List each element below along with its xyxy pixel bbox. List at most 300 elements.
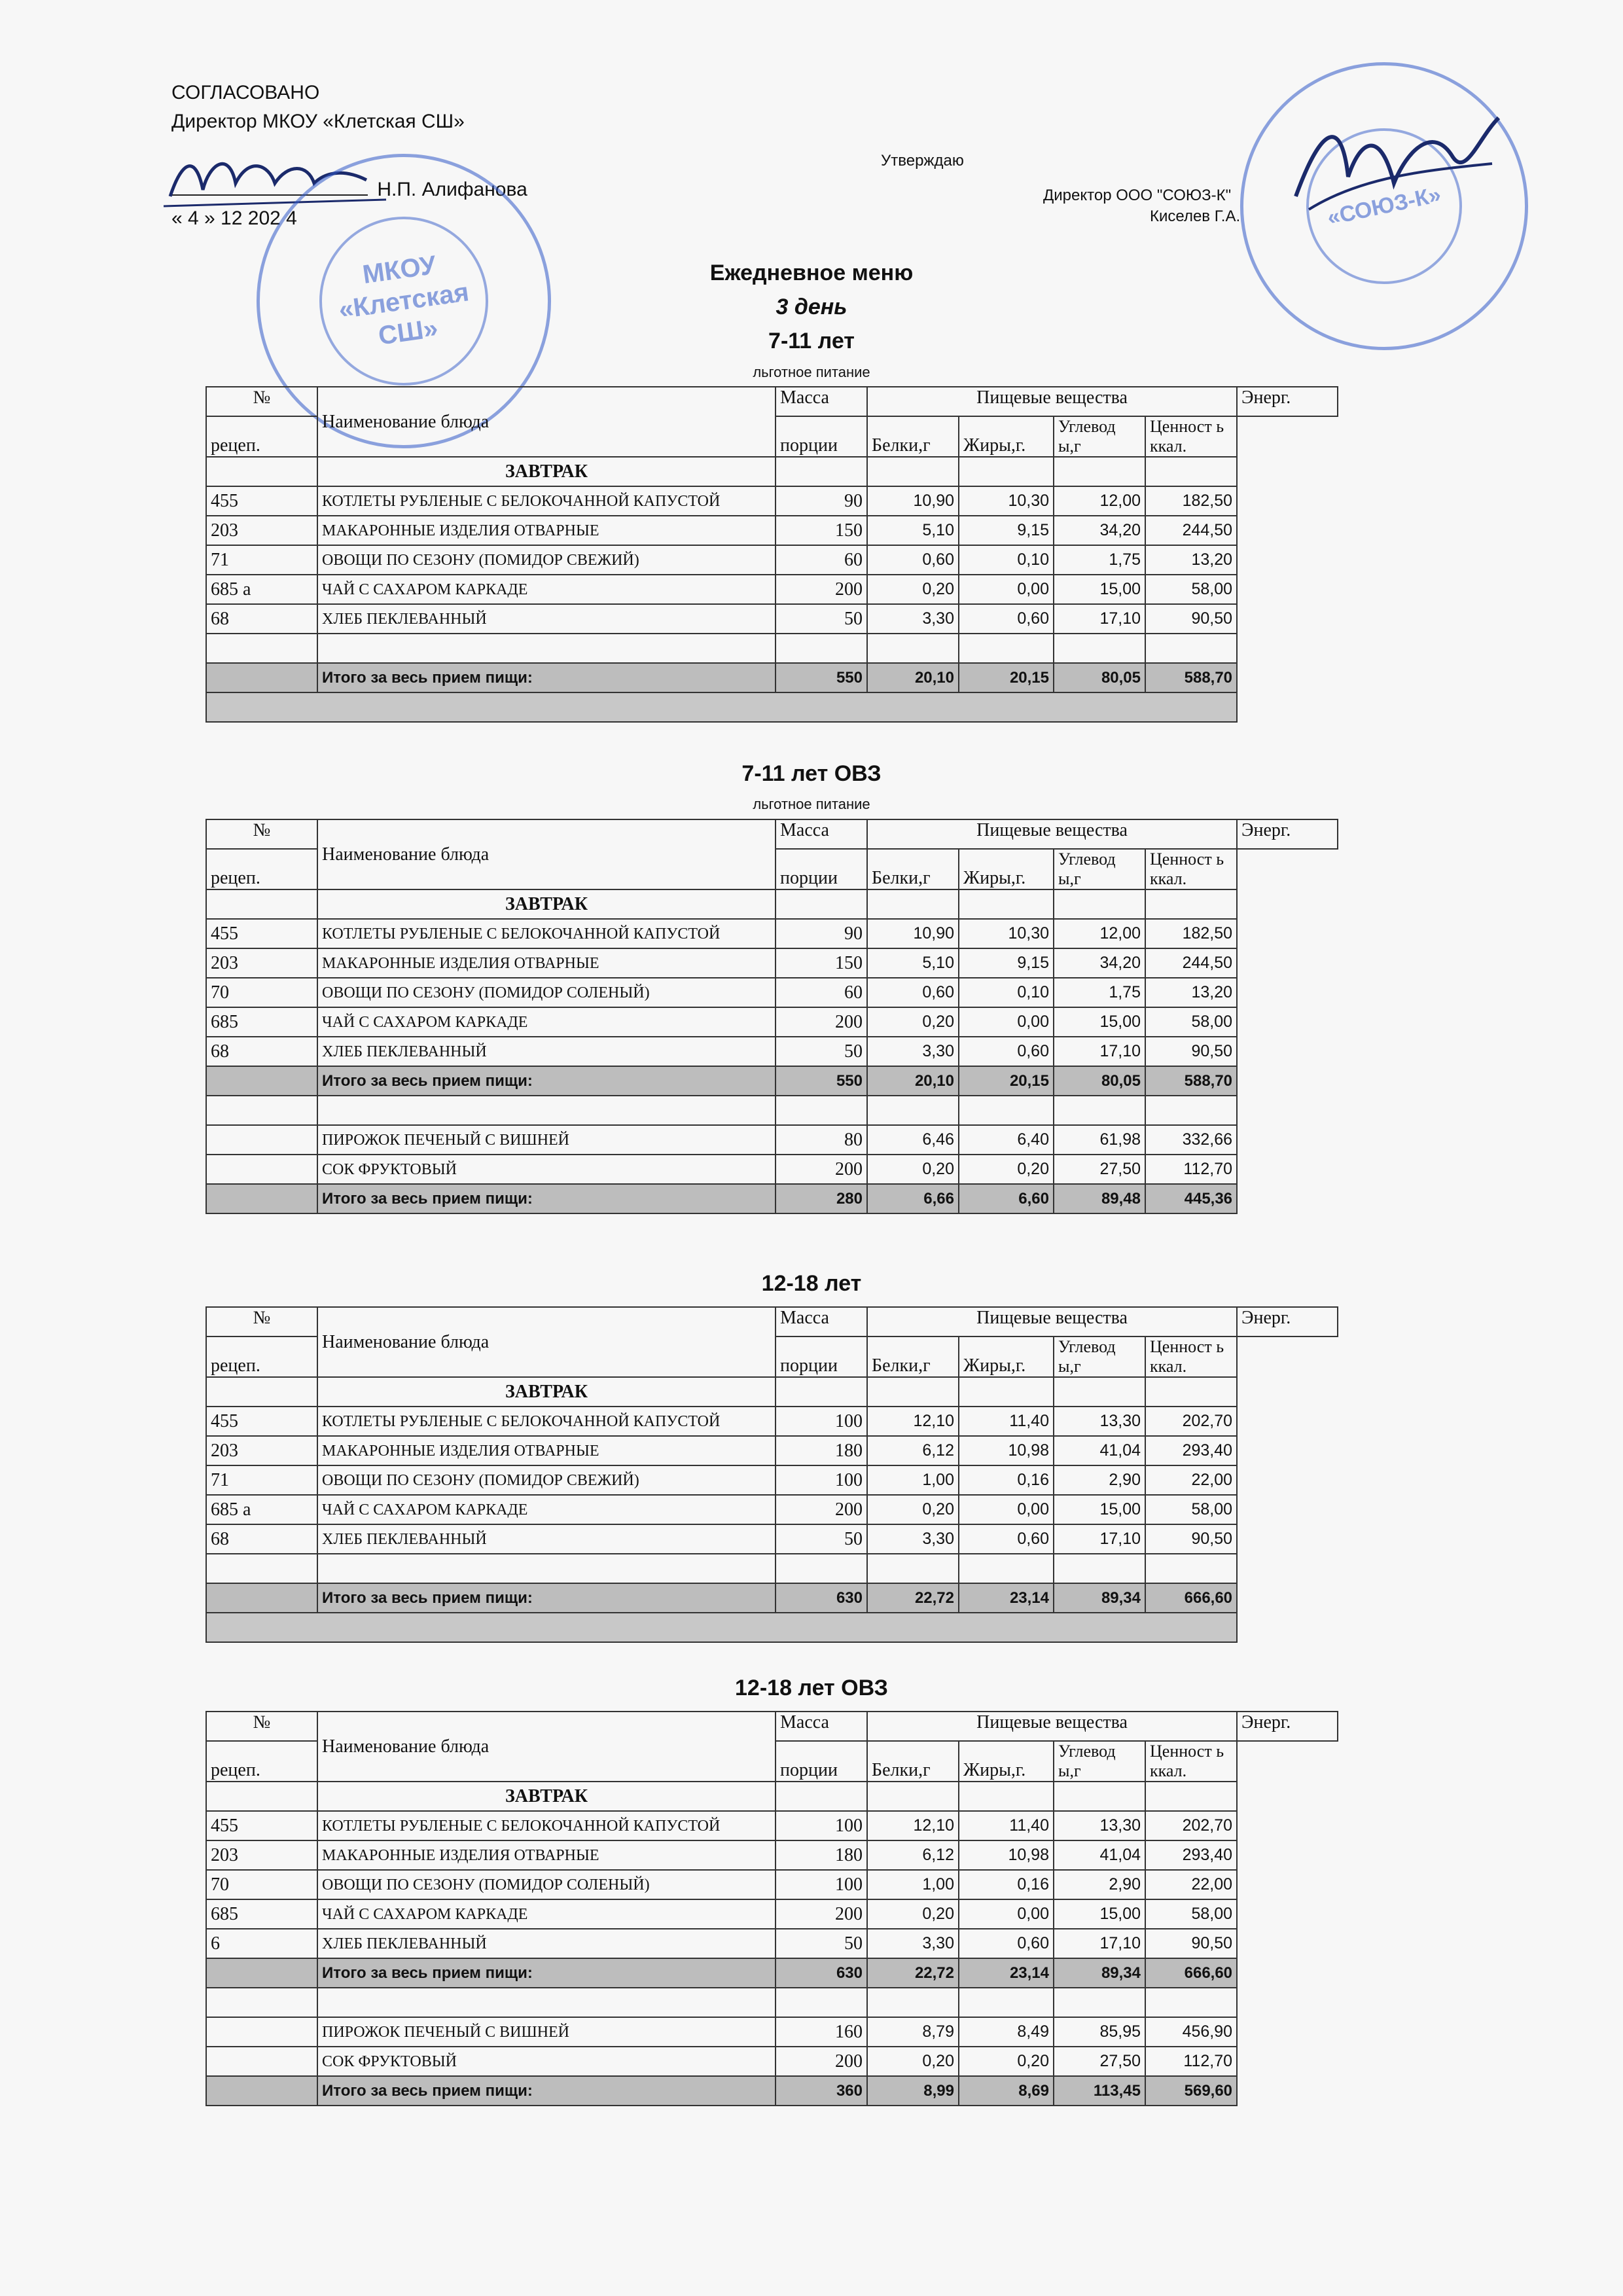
- blank-row: [206, 1096, 1338, 1125]
- blank-cell: [206, 1096, 317, 1125]
- total-row: [206, 1958, 1338, 1988]
- energy-value: 58,00: [1145, 1899, 1237, 1929]
- table-row: [206, 1811, 1338, 1840]
- table-row: [206, 1899, 1338, 1929]
- meal-row: [206, 1782, 1338, 1811]
- menu-table: [205, 1306, 1338, 1643]
- fat-value: 10,98: [959, 1840, 1054, 1870]
- energy-value: 112,70: [1145, 1155, 1237, 1184]
- carbs-value: 61,98: [1054, 1125, 1145, 1155]
- header-energy: Энерг.: [1237, 819, 1338, 849]
- recipe-number: 68: [206, 1524, 317, 1554]
- blank-cell: [867, 889, 959, 919]
- portion-mass: 60: [776, 978, 867, 1007]
- blank-cell: [867, 1554, 959, 1583]
- dish-name: КОТЛЕТЫ РУБЛЕНЫЕ С БЕЛОКОЧАННОЙ КАПУСТОЙ: [317, 486, 776, 516]
- table-row: [206, 1407, 1338, 1436]
- recipe-number: 455: [206, 1811, 317, 1840]
- fat-value: 0,60: [959, 1929, 1054, 1958]
- energy-value: 293,40: [1145, 1436, 1237, 1465]
- total-empty: [206, 1958, 317, 1988]
- total-fat: 23,14: [959, 1583, 1054, 1613]
- energy-value: 293,40: [1145, 1840, 1237, 1870]
- table-row: [206, 948, 1338, 978]
- header-fat: Жиры,г.: [959, 1741, 1054, 1782]
- fat-value: 0,60: [959, 604, 1054, 634]
- total-empty: [206, 2076, 317, 2106]
- energy-value: 182,50: [1145, 486, 1237, 516]
- header-protein: Белки,г: [867, 849, 959, 889]
- blank-cell: [959, 1782, 1054, 1811]
- total-energy: 569,60: [1145, 2076, 1237, 2106]
- meal-label: ЗАВТРАК: [317, 457, 776, 486]
- carbs-value: 2,90: [1054, 1465, 1145, 1495]
- energy-value: 90,50: [1145, 1929, 1237, 1958]
- dish-name: ОВОЩИ ПО СЕЗОНУ (ПОМИДОР СОЛЕНЫЙ): [317, 1870, 776, 1899]
- blank-cell: [1054, 1377, 1145, 1407]
- fat-value: 0,60: [959, 1037, 1054, 1066]
- total-protein: 22,72: [867, 1958, 959, 1988]
- protein-value: 6,46: [867, 1125, 959, 1155]
- section-title: 7-11 лет: [768, 329, 855, 353]
- stamp-right-text: «СОЮЗ-К»: [1325, 181, 1444, 230]
- protein-value: 1,00: [867, 1870, 959, 1899]
- blank-cell: [776, 457, 867, 486]
- table-row: [206, 2047, 1338, 2076]
- blank-cell: [1145, 1782, 1237, 1811]
- header-carbs: Углевод ы,г: [1054, 1741, 1145, 1782]
- carbs-value: 41,04: [1054, 1436, 1145, 1465]
- shade-cell: [206, 1613, 1237, 1642]
- fat-value: 10,30: [959, 486, 1054, 516]
- recipe-number: [206, 1155, 317, 1184]
- table-row: [206, 2017, 1338, 2047]
- protein-value: 6,12: [867, 1436, 959, 1465]
- header-num: №: [206, 1307, 317, 1336]
- header-num-sub: рецеп.: [206, 849, 317, 889]
- recipe-number: 203: [206, 948, 317, 978]
- blank-cell: [1054, 457, 1145, 486]
- table-row: [206, 978, 1338, 1007]
- fat-value: 10,30: [959, 919, 1054, 948]
- dish-name: КОТЛЕТЫ РУБЛЕНЫЕ С БЕЛОКОЧАННОЙ КАПУСТОЙ: [317, 1811, 776, 1840]
- energy-value: 58,00: [1145, 1007, 1237, 1037]
- shade-row: [206, 1613, 1338, 1642]
- table-header-row: [206, 819, 1338, 849]
- blank-row: [206, 1988, 1338, 2017]
- protein-value: 8,79: [867, 2017, 959, 2047]
- signature-right-icon: [1283, 98, 1505, 229]
- menu-table: [205, 819, 1338, 1214]
- protein-value: 0,20: [867, 1495, 959, 1524]
- recipe-number: 68: [206, 1037, 317, 1066]
- total-empty: [206, 1184, 317, 1213]
- blank-cell: [1145, 889, 1237, 919]
- total-mass: 360: [776, 2076, 867, 2106]
- protein-value: 3,30: [867, 1037, 959, 1066]
- fat-value: 0,16: [959, 1870, 1054, 1899]
- portion-mass: 180: [776, 1840, 867, 1870]
- protein-value: 0,20: [867, 575, 959, 604]
- total-mass: 630: [776, 1958, 867, 1988]
- portion-mass: 150: [776, 948, 867, 978]
- header-name: Наименование блюда: [317, 1307, 776, 1377]
- header-mass: Масса: [776, 1712, 867, 1741]
- carbs-value: 13,30: [1054, 1407, 1145, 1436]
- fat-value: 0,00: [959, 1899, 1054, 1929]
- table-row: [206, 545, 1338, 575]
- portion-mass: 180: [776, 1436, 867, 1465]
- table-row: [206, 919, 1338, 948]
- dish-name: МАКАРОННЫЕ ИЗДЕЛИЯ ОТВАРНЫЕ: [317, 948, 776, 978]
- blank-cell: [776, 1554, 867, 1583]
- total-fat: 23,14: [959, 1958, 1054, 1988]
- blank-cell: [206, 1554, 317, 1583]
- recipe-number: 685 а: [206, 575, 317, 604]
- dish-name: ОВОЩИ ПО СЕЗОНУ (ПОМИДОР СВЕЖИЙ): [317, 1465, 776, 1495]
- recipe-number: 70: [206, 978, 317, 1007]
- protein-value: 0,20: [867, 1899, 959, 1929]
- blank-cell: [317, 1554, 776, 1583]
- protein-value: 10,90: [867, 486, 959, 516]
- header-fat: Жиры,г.: [959, 1336, 1054, 1377]
- fat-value: 11,40: [959, 1407, 1054, 1436]
- dish-name: КОТЛЕТЫ РУБЛЕНЫЕ С БЕЛОКОЧАННОЙ КАПУСТОЙ: [317, 919, 776, 948]
- day-title: 3 день: [776, 295, 847, 319]
- header-name: Наименование блюда: [317, 1712, 776, 1782]
- blank-cell: [206, 889, 317, 919]
- portion-mass: 90: [776, 919, 867, 948]
- total-fat: 6,60: [959, 1184, 1054, 1213]
- blank-cell: [206, 457, 317, 486]
- total-row: [206, 1184, 1338, 1213]
- blank-cell: [1054, 889, 1145, 919]
- total-carbs: 80,05: [1054, 663, 1145, 692]
- dish-name: ЧАЙ С САХАРОМ КАРКАДЕ: [317, 575, 776, 604]
- table-row: [206, 1495, 1338, 1524]
- portion-mass: 160: [776, 2017, 867, 2047]
- table-header-row: [206, 387, 1338, 416]
- carbs-value: 17,10: [1054, 1037, 1145, 1066]
- blank-cell: [1054, 1096, 1145, 1125]
- total-empty: [206, 663, 317, 692]
- protein-value: 12,10: [867, 1407, 959, 1436]
- total-mass: 630: [776, 1583, 867, 1613]
- portion-mass: 200: [776, 1007, 867, 1037]
- total-carbs: 89,48: [1054, 1184, 1145, 1213]
- fat-value: 0,00: [959, 1007, 1054, 1037]
- total-protein: 20,10: [867, 1066, 959, 1096]
- meal-row: [206, 1377, 1338, 1407]
- blank-cell: [206, 634, 317, 663]
- blank-row: [206, 634, 1338, 663]
- header-energy: Энерг.: [1237, 1307, 1338, 1336]
- fat-value: 9,15: [959, 516, 1054, 545]
- header-energy: Энерг.: [1237, 1712, 1338, 1741]
- header-energy-sub: Ценност ь ккал.: [1145, 1741, 1237, 1782]
- recipe-number: 455: [206, 486, 317, 516]
- section-subtitle: льготное питание: [753, 796, 870, 812]
- blank-cell: [317, 634, 776, 663]
- dish-name: МАКАРОННЫЕ ИЗДЕЛИЯ ОТВАРНЫЕ: [317, 516, 776, 545]
- carbs-value: 1,75: [1054, 545, 1145, 575]
- total-row: [206, 1583, 1338, 1613]
- total-carbs: 113,45: [1054, 2076, 1145, 2106]
- recipe-number: [206, 2047, 317, 2076]
- carbs-value: 15,00: [1054, 1007, 1145, 1037]
- total-energy: 588,70: [1145, 1066, 1237, 1096]
- blank-cell: [776, 1988, 867, 2017]
- energy-value: 202,70: [1145, 1407, 1237, 1436]
- meal-label: ЗАВТРАК: [317, 1377, 776, 1407]
- total-protein: 22,72: [867, 1583, 959, 1613]
- dish-name: ХЛЕБ ПЕКЛЕВАННЫЙ: [317, 1037, 776, 1066]
- energy-value: 13,20: [1145, 545, 1237, 575]
- protein-value: 0,60: [867, 978, 959, 1007]
- blank-cell: [959, 1988, 1054, 2017]
- header-name: Наименование блюда: [317, 387, 776, 457]
- carbs-value: 17,10: [1054, 1929, 1145, 1958]
- header-num-sub: рецеп.: [206, 416, 317, 457]
- header-carbs: Углевод ы,г: [1054, 1336, 1145, 1377]
- energy-value: 456,90: [1145, 2017, 1237, 2047]
- protein-value: 6,12: [867, 1840, 959, 1870]
- total-energy: 588,70: [1145, 663, 1237, 692]
- fat-value: 0,10: [959, 545, 1054, 575]
- total-fat: 8,69: [959, 2076, 1054, 2106]
- table-row: [206, 604, 1338, 634]
- meal-label: ЗАВТРАК: [317, 1782, 776, 1811]
- total-carbs: 80,05: [1054, 1066, 1145, 1096]
- energy-value: 182,50: [1145, 919, 1237, 948]
- header-num: №: [206, 819, 317, 849]
- protein-value: 5,10: [867, 516, 959, 545]
- blank-cell: [959, 457, 1054, 486]
- table-row: [206, 486, 1338, 516]
- table-row: [206, 1870, 1338, 1899]
- total-mass: 550: [776, 663, 867, 692]
- table-header-row: [206, 1307, 1338, 1336]
- total-empty: [206, 1583, 317, 1613]
- blank-cell: [1145, 1988, 1237, 2017]
- blank-cell: [317, 1988, 776, 2017]
- portion-mass: 200: [776, 575, 867, 604]
- blank-cell: [776, 1782, 867, 1811]
- table-row: [206, 575, 1338, 604]
- carbs-value: 85,95: [1054, 2017, 1145, 2047]
- dish-name: КОТЛЕТЫ РУБЛЕНЫЕ С БЕЛОКОЧАННОЙ КАПУСТОЙ: [317, 1407, 776, 1436]
- portion-mass: 200: [776, 1155, 867, 1184]
- total-mass: 550: [776, 1066, 867, 1096]
- total-energy: 666,60: [1145, 1583, 1237, 1613]
- header-mass-sub: порции: [776, 849, 867, 889]
- header-nutrients: Пищевые вещества: [867, 819, 1237, 849]
- blank-cell: [867, 1096, 959, 1125]
- header-carbs: Углевод ы,г: [1054, 416, 1145, 457]
- approve-label: Утверждаю: [881, 152, 964, 170]
- menu-table: [205, 1711, 1338, 2106]
- header-energy-sub: Ценност ь ккал.: [1145, 416, 1237, 457]
- carbs-value: 15,00: [1054, 575, 1145, 604]
- table-row: [206, 1929, 1338, 1958]
- blank-cell: [959, 634, 1054, 663]
- portion-mass: 100: [776, 1870, 867, 1899]
- shade-cell: [206, 692, 1237, 722]
- carbs-value: 17,10: [1054, 1524, 1145, 1554]
- header-fat: Жиры,г.: [959, 849, 1054, 889]
- menu-table: [205, 386, 1338, 723]
- carbs-value: 17,10: [1054, 604, 1145, 634]
- dish-name: ХЛЕБ ПЕКЛЕВАННЫЙ: [317, 1929, 776, 1958]
- energy-value: 58,00: [1145, 575, 1237, 604]
- blank-cell: [867, 457, 959, 486]
- dish-name: ХЛЕБ ПЕКЛЕВАННЫЙ: [317, 1524, 776, 1554]
- table-row: [206, 516, 1338, 545]
- table-row: [206, 1436, 1338, 1465]
- page-title: Ежедневное меню: [709, 260, 914, 285]
- header-mass: Масса: [776, 819, 867, 849]
- header-nutrients: Пищевые вещества: [867, 1712, 1237, 1741]
- signer-left: Н.П. Алифанова: [377, 179, 527, 200]
- portion-mass: 100: [776, 1407, 867, 1436]
- portion-mass: 100: [776, 1811, 867, 1840]
- total-mass: 280: [776, 1184, 867, 1213]
- portion-mass: 50: [776, 604, 867, 634]
- dish-name: ПИРОЖОК ПЕЧЕНЫЙ С ВИШНЕЙ: [317, 1125, 776, 1155]
- protein-value: 5,10: [867, 948, 959, 978]
- energy-value: 90,50: [1145, 1524, 1237, 1554]
- header-protein: Белки,г: [867, 416, 959, 457]
- blank-cell: [867, 634, 959, 663]
- carbs-value: 1,75: [1054, 978, 1145, 1007]
- table-row: [206, 1840, 1338, 1870]
- blank-cell: [1145, 457, 1237, 486]
- date-line: « 4 » 12 202 4: [171, 207, 297, 229]
- total-protein: 20,10: [867, 663, 959, 692]
- section-title: 7-11 лет ОВЗ: [741, 761, 882, 786]
- fat-value: 11,40: [959, 1811, 1054, 1840]
- energy-value: 90,50: [1145, 1037, 1237, 1066]
- meal-label: ЗАВТРАК: [317, 889, 776, 919]
- header-name: Наименование блюда: [317, 819, 776, 889]
- protein-value: 3,30: [867, 1524, 959, 1554]
- recipe-number: 203: [206, 516, 317, 545]
- header-protein: Белки,г: [867, 1336, 959, 1377]
- portion-mass: 200: [776, 1495, 867, 1524]
- protein-value: 1,00: [867, 1465, 959, 1495]
- table-row: [206, 1007, 1338, 1037]
- portion-mass: 90: [776, 486, 867, 516]
- signer-right: Киселев Г.А.: [1150, 207, 1241, 225]
- portion-mass: 100: [776, 1465, 867, 1495]
- director-right: Директор ООО "СОЮЗ-К": [1043, 187, 1232, 204]
- header-num-sub: рецеп.: [206, 1741, 317, 1782]
- fat-value: 0,00: [959, 575, 1054, 604]
- fat-value: 0,16: [959, 1465, 1054, 1495]
- portion-mass: 80: [776, 1125, 867, 1155]
- carbs-value: 12,00: [1054, 486, 1145, 516]
- recipe-number: 685: [206, 1899, 317, 1929]
- portion-mass: 150: [776, 516, 867, 545]
- recipe-number: 70: [206, 1870, 317, 1899]
- header-num: №: [206, 1712, 317, 1741]
- carbs-value: 13,30: [1054, 1811, 1145, 1840]
- energy-value: 22,00: [1145, 1465, 1237, 1495]
- energy-value: 244,50: [1145, 516, 1237, 545]
- table-header-row: [206, 1712, 1338, 1741]
- meal-row: [206, 457, 1338, 486]
- total-carbs: 89,34: [1054, 1958, 1145, 1988]
- blank-cell: [776, 1377, 867, 1407]
- dish-name: ПИРОЖОК ПЕЧЕНЫЙ С ВИШНЕЙ: [317, 2017, 776, 2047]
- total-empty: [206, 1066, 317, 1096]
- total-energy: 445,36: [1145, 1184, 1237, 1213]
- blank-cell: [959, 1554, 1054, 1583]
- carbs-value: 27,50: [1054, 1155, 1145, 1184]
- total-protein: 6,66: [867, 1184, 959, 1213]
- dish-name: МАКАРОННЫЕ ИЗДЕЛИЯ ОТВАРНЫЕ: [317, 1436, 776, 1465]
- table-row: [206, 1155, 1338, 1184]
- energy-value: 244,50: [1145, 948, 1237, 978]
- recipe-number: 71: [206, 545, 317, 575]
- blank-cell: [867, 1377, 959, 1407]
- table-row: [206, 1524, 1338, 1554]
- carbs-value: 41,04: [1054, 1840, 1145, 1870]
- protein-value: 12,10: [867, 1811, 959, 1840]
- blank-cell: [1145, 1377, 1237, 1407]
- energy-value: 332,66: [1145, 1125, 1237, 1155]
- total-row: [206, 1066, 1338, 1096]
- header-mass: Масса: [776, 387, 867, 416]
- carbs-value: 12,00: [1054, 919, 1145, 948]
- director-left: Директор МКОУ «Клетская СШ»: [171, 111, 465, 132]
- agreed-label: СОГЛАСОВАНО: [171, 82, 320, 103]
- section-title: 12-18 лет ОВЗ: [735, 1676, 888, 1700]
- energy-value: 202,70: [1145, 1811, 1237, 1840]
- total-row: [206, 2076, 1338, 2106]
- fat-value: 0,60: [959, 1524, 1054, 1554]
- portion-mass: 200: [776, 1899, 867, 1929]
- protein-value: 10,90: [867, 919, 959, 948]
- protein-value: 0,20: [867, 1155, 959, 1184]
- blank-cell: [867, 1988, 959, 2017]
- portion-mass: 50: [776, 1037, 867, 1066]
- total-label: Итого за весь прием пищи:: [317, 1958, 776, 1988]
- dish-name: ЧАЙ С САХАРОМ КАРКАДЕ: [317, 1495, 776, 1524]
- energy-value: 112,70: [1145, 2047, 1237, 2076]
- blank-cell: [959, 889, 1054, 919]
- total-label: Итого за весь прием пищи:: [317, 2076, 776, 2106]
- meal-row: [206, 889, 1338, 919]
- header-fat: Жиры,г.: [959, 416, 1054, 457]
- carbs-value: 15,00: [1054, 1899, 1145, 1929]
- stamp-left-text: МКОУ «Клетская СШ»: [336, 250, 471, 351]
- carbs-value: 2,90: [1054, 1870, 1145, 1899]
- dish-name: ХЛЕБ ПЕКЛЕВАННЫЙ: [317, 604, 776, 634]
- blank-cell: [1145, 634, 1237, 663]
- protein-value: 0,20: [867, 1007, 959, 1037]
- dish-name: МАКАРОННЫЕ ИЗДЕЛИЯ ОТВАРНЫЕ: [317, 1840, 776, 1870]
- recipe-number: 455: [206, 1407, 317, 1436]
- blank-cell: [776, 1096, 867, 1125]
- blank-cell: [206, 1377, 317, 1407]
- recipe-number: [206, 1125, 317, 1155]
- dish-name: ОВОЩИ ПО СЕЗОНУ (ПОМИДОР СВЕЖИЙ): [317, 545, 776, 575]
- blank-cell: [1145, 1554, 1237, 1583]
- blank-cell: [206, 1988, 317, 2017]
- portion-mass: 50: [776, 1929, 867, 1958]
- blank-cell: [867, 1782, 959, 1811]
